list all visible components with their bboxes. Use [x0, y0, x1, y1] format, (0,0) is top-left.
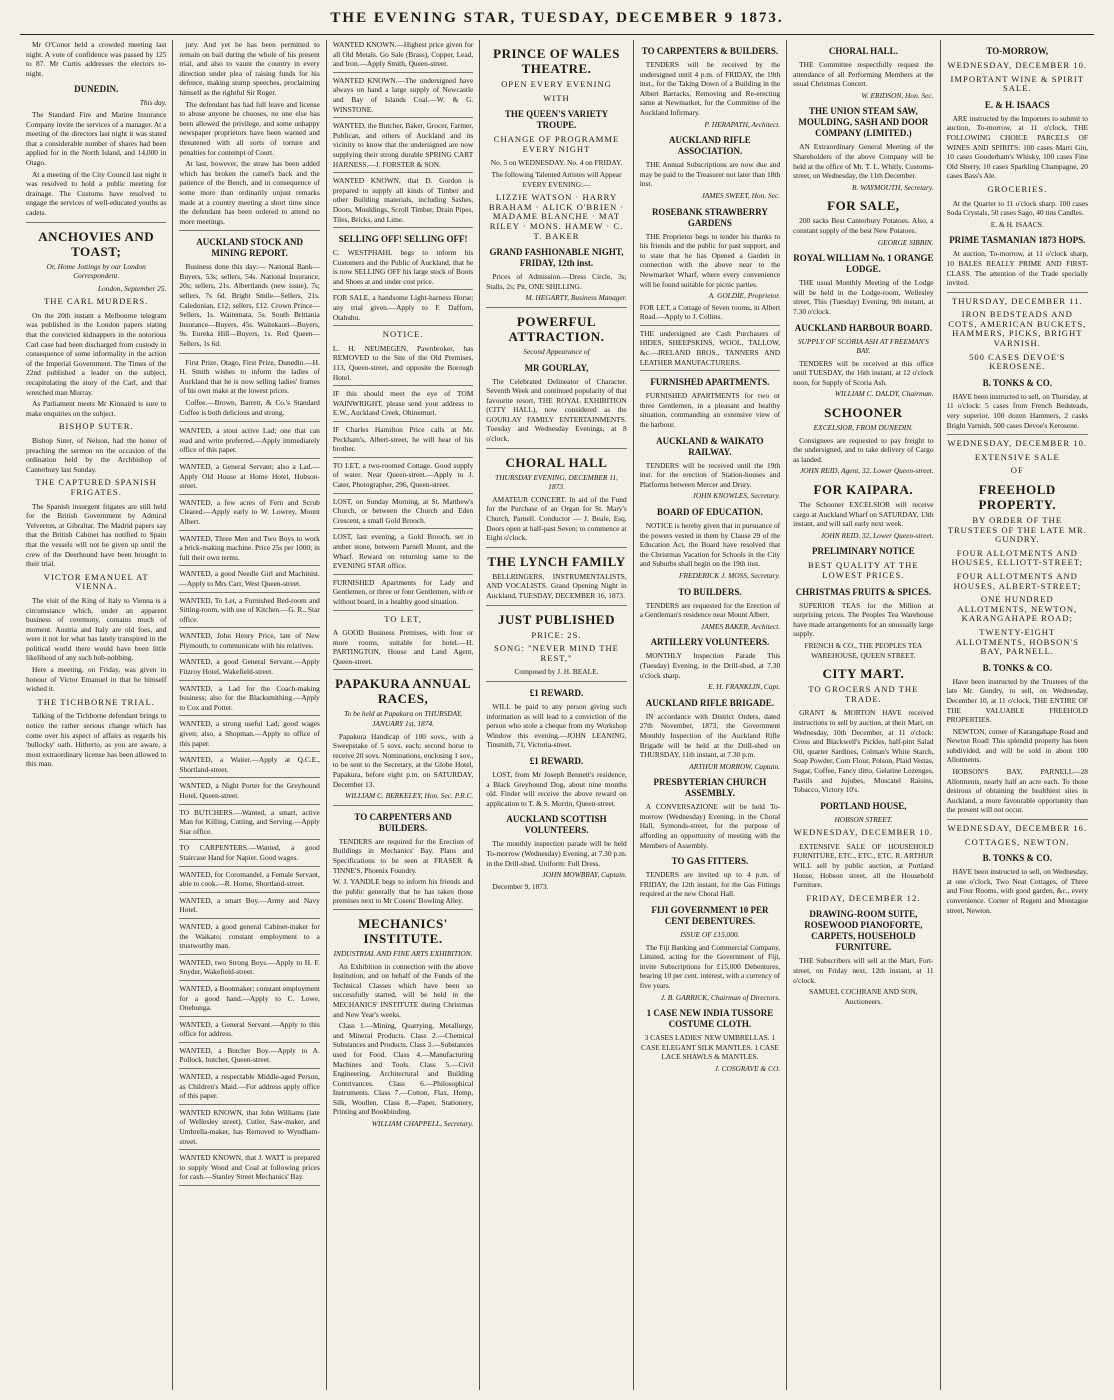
heading-prince-of-wales: PRINCE OF WALES THEATRE. — [493, 46, 620, 76]
article-paragraph: Bishop Suter, of Nelson, had the honor of preaching the sermon on the occasion of the ordination held by the Archbishop of Canterbury last Sunday. — [26, 436, 167, 474]
divider — [26, 222, 166, 223]
classified-ad: TO LET, a two-roomed Cottage. Good supply of water. Near Queen-street.—Apply to J. Cater, Photographer, 296, Queen-street. — [333, 461, 473, 494]
subheading: 500 CASES DEVOE'S KEROSENE. — [969, 351, 1066, 372]
classified-ad: THE undersigned are Cash Purchasers of HIDES, SHEEPSKINS, WOOL, TALLOW, &c.—IRELAND BROS., TANNERS AND LEATHER MANUFACTURERS. — [640, 329, 780, 371]
heading-for-sale: FOR SALE, — [827, 198, 900, 214]
heading-preliminary: PRELIMINARY NOTICE — [812, 546, 915, 557]
article-paragraph: THE Annual Subscriptions are now due and may be paid to the Treasurer not later than 18th inst. — [639, 160, 781, 189]
heading-reward: £1 REWARD. — [529, 755, 584, 766]
classified-ad: WANTED, a good Needle Girl and Machinist.—Apply to Mrs Carr, West Queen-street. — [179, 569, 319, 592]
heading-railway: AUCKLAND & WAIKATO RAILWAY. — [656, 435, 764, 457]
article-paragraph: TENDERS will be received until the 19th inst. for the erection of Station-houses and Platforms between Mercer and Drury. — [639, 460, 781, 489]
signature: M. HEGARTY, Business Manager. — [525, 293, 627, 303]
article-paragraph: On the 20th instant a Melbourne telegram was published in the London papers stating that the convicted kidnappers in the notorious Carl case had been discharged from custody in consequence of some informality in the action of the Imperial Government. The Times of the 22nd published a leader on the subject, recapitulating the story of the Carl, and that wretched man Murray. — [26, 310, 167, 397]
classified-ad: WANTED, a stout active Lad; one that can read and write preferred.—Apply immediately office of this paper. — [179, 426, 319, 459]
subheading: HOBSON STREET. — [834, 814, 893, 824]
classified-ad: TO BUTCHERS.—Wanted, a smart, active Man for Killing, Cutting, and Serving.—Apply Star office. — [179, 808, 319, 841]
column-6 — [787, 40, 940, 1390]
signature: E. & H. ISAACS. — [990, 219, 1044, 229]
sale-date: WEDNESDAY, DECEMBER 10. — [793, 827, 934, 838]
masthead-title: THE EVENING STAR, TUESDAY, DECEMBER 9 1873. — [330, 10, 784, 26]
section-heading: BISHOP SUTER. — [58, 421, 134, 432]
sale-date: WEDNESDAY, DECEMBER 10. — [947, 438, 1088, 449]
column-7 — [941, 40, 1094, 1390]
classified-ad: WANTED, To Let, a Furnished Bed-room and Sitting-room, with use of Kitchen.—G. R., Star office. — [179, 596, 319, 629]
heading-portland-house: PORTLAND HOUSE, — [820, 800, 907, 811]
heading-kaipara: FOR KAIPARA. — [813, 482, 914, 498]
article-paragraph: As Parliament meets Mr Kinnaird is sure to make enquiries on the subject. — [26, 399, 167, 418]
heading-union-steam: THE UNION STEAM SAW, MOULDING, SASH AND DOOR COMPANY (LIMITED.) — [798, 106, 929, 139]
article-paragraph: At the Quarter to 11 o'clock sharp. 100 cases Soda Crystals, 50 cases Sago, 40 tins Candles. — [946, 198, 1088, 218]
subheading: GROCERIES. — [987, 183, 1048, 194]
heading-stock-report: AUCKLAND STOCK AND MINING REPORT. — [196, 237, 304, 259]
article-paragraph: Consignees are requested to pay freight to the undersigned, and to take delivery of Cargo as landed. — [793, 435, 934, 464]
classified-ad: WANTED, a Lad for the Coach-making business; also for the Blacksmithing.—Apply to Cox and Potter. — [179, 684, 319, 717]
article-paragraph: THE Proprietor begs to tender his thanks to his friends and the public for past support, and to state that he has Opened a Garden in connection with the above near to the Newmarket Wharf, where every convenience will be found suitable for picnic parties. — [639, 231, 781, 289]
signature: FREDERICK J. MOSS, Secretary. — [679, 570, 781, 580]
article-paragraph: THE Committee respectfully request the attendance of all Performing Members at the usual Christmas Concert. — [793, 60, 934, 89]
heading-dunedin: DUNEDIN. — [74, 84, 119, 95]
subheading: EXTENSIVE SALE — [974, 451, 1060, 462]
subheading: THURSDAY EVENING, DECEMBER 11, 1873. — [495, 472, 618, 492]
heading-builders: TO BUILDERS. — [678, 586, 742, 597]
subheading: SUPPLY OF SCORIA ASH AT FREEMAN'S BAY. — [797, 336, 929, 356]
article-paragraph: At auction, To-morrow, at 11 o'clock sharp, 10 BALES REALLY PRIME AND FIRST-CLASS. The attention of the Trade specially invited. — [946, 249, 1088, 288]
article-lead: Mr O'Conor held a crowded meeting last night. A vote of confidence was passed by 125 to 87. Mr Curtis addresses the electors to-night. — [26, 40, 167, 78]
article-paragraph: First Prize, Otago, First Prize, Dunedin.—H. H. Smith wishes to inform the ladies of Auckland that he is now selling ladies' frames of his own make at the lowest prices. — [179, 357, 320, 396]
divider — [486, 307, 626, 308]
article-paragraph: A CONVERSAZIONE will be held To-morrow (Wednesday) Evening, in the Choral Hall, Symonds-street, for the purpose of affording an opportunity of meeting with the Members of Assembly. — [639, 802, 781, 850]
article-paragraph: 200 sacks Best Canterbury Potatoes. Also, a constant supply of the best New Potatoes. — [793, 216, 934, 235]
heading-drawing-room: DRAWING-ROOM SUITE, ROSEWOOD PIANOFORTE, CARPETS, HOUSEHOLD FURNITURE. — [804, 909, 923, 953]
artist-list: LIZZIE WATSON · HARRY BRAHAM · ALICK O'BRIEN · MADAME BLANCHE · MAT RILEY · MONS. HAMEW · C. T. BAKER — [488, 192, 625, 241]
classified-ad: WANTED KNOWN.—Highest price given for all Old Metals. Go Sale (Brass), Copper, Lead, and Iron.—Apply Smith, Queen-street. — [333, 40, 473, 73]
section-heading: TO LET, — [384, 613, 422, 624]
article-paragraph: An Exhibition in connection with the above Institution, and on behalf of the Funds of the Technical Classes which have been so successfully started, will be held in the MECHANICS' INSTITUTE during Christmas and New Year's weeks. — [332, 961, 474, 1019]
article-paragraph: AN Extraordinary General Meeting of the Shareholders of the above Company will be held at the office of Mr. T. L. Whitly, Customs-street, on Wednesday, the 11th December. — [793, 142, 934, 181]
heading-costume: 1 CASE NEW INDIA TUSSORE COSTUME CLOTH. — [646, 1008, 774, 1030]
signature: JAMES SWEET, Hon. Sec. — [701, 190, 781, 200]
theatre-troupe: THE QUEEN'S VARIETY TROUPE. — [504, 109, 609, 131]
article-paragraph: Here a meeting, on Friday, was given in honour of Victor Emanuel in that he himself wished it. — [26, 665, 167, 694]
article-paragraph: The monthly inspection parade will be held To-morrow (Wednesday) Evening, at 7.30 p.m. in the Drill-shed. Uniform: Full Dress. — [486, 839, 627, 868]
auctioneer-name: B. TONKS & CO. — [982, 853, 1052, 864]
article-paragraph: HAVE been instructed to sell, on Wednesday, at one o'clock, Two Neat Cottages, of Three and Four Rooms, with good garden, &c., every convenience. Corner of Regent and Montague street, Newton. — [946, 867, 1088, 915]
divider — [947, 819, 1088, 820]
subheading: IRON BEDSTEADS AND COTS, AMERICAN BUCKETS, HAMMERS, PICKS, BRIGHT VARNISH. — [948, 309, 1087, 349]
section-heading: THE CAPTURED SPANISH FRIGATES. — [35, 477, 157, 497]
classified-ad: WANTED, for Coromandel, a Female Servant, able to cook.—R. Horne, Shortland-street. — [179, 870, 319, 893]
heading-freehold-property: FREEHOLD PROPERTY. — [978, 482, 1057, 512]
column-5 — [634, 40, 787, 1390]
article-paragraph: AMATEUR CONCERT. In aid of the Fund for the Purchase of an Organ for St. Mary's Church, Parnell. Conductor — J. Beale, Esq. Doors open at half-past Seven; to commence at Eight o'clock. — [486, 494, 627, 543]
signature: E. H. FRANKLIN, Capt. — [708, 682, 781, 692]
classified-ad: IF Charles Hamilton Price calls at Mr. Peckham's, Albert-street, he will hear of his brother. — [333, 425, 473, 458]
classified-ad: W. J. YANDLE begs to inform his friends and the public generally that he has taken those premises next to Mr Cosens' Bowling Alley. — [333, 877, 473, 910]
heading-tasmanian-hops: PRIME TASMANIAN 1873 HOPS. — [949, 235, 1086, 246]
heading-harbour-board: AUCKLAND HARBOUR BOARD. — [794, 322, 932, 333]
theatre-line: No. 5 on WEDNESDAY. No. 4 on FRIDAY. — [490, 158, 623, 168]
subheading: OF — [1010, 465, 1024, 476]
article-paragraph: The Celebrated Delineator of Character. Seventh Week and continued popularity of that favourite resort, THE ROYAL EXHIBITION (CITY HALL), now considered as the GOURLAY FAMILY ENTERTAINMENTS. Tuesday and Wednesday Evenings, at 8 o'clock. — [486, 376, 627, 444]
theatre-line: CHANGE OF PROGRAMME EVERY NIGHT — [493, 134, 620, 154]
article-paragraph: ARE instructed by the Importers to submit to auction, To-morrow, at 11 o'clock, THE FOLLOWING CHOICE PARCELS OF WINES AND SPIRITS: 100 cases Marti Gin, 10 cases Gooderham's Whisky, 100 cases Fine Old Sherry, 10 cases Sparkling Champagne, 20 cases Bass's Ale. — [946, 113, 1088, 181]
heading-carpenters: TO CARPENTERS AND BUILDERS. — [354, 811, 452, 833]
columns — [20, 40, 1094, 1390]
article-paragraph: SUPERIOR TEAS for the Million at surprising prices. The Peoples Tea Warehouse have made arrangements for an unusually large supply. — [793, 600, 934, 639]
auctioneer-name: E. & H. ISAACS — [984, 99, 1050, 110]
classified-ad: WANTED, a Night Porter for the Greyhound Hotel, Queen-street. — [179, 781, 319, 804]
article-paragraph: Business done this day:— National Bank—Buyers, 53s; sellers, 54s. National Insurance, 20s; sellers, 21s. Albertlands (new issue), 7s; sellers, 7s 6d. Bright Smile—Sellers, 21s. Caledonian, £12; sellers, £12. Crown Prince—Sellers, 1s. Waitemata, 5s. South Brittania Insurance—Buyers, 45s. Waitekauri—Buyers, 9s. Eureka Hill—Buyers, 1s. Red Queen—Sellers, 1s 6d. — [179, 262, 320, 349]
section-heading: THE CARL MURDERS. — [44, 296, 149, 307]
article-paragraph: Papakura Handicap of 100 sovs., with a Sweepstake of 5 sovs. each; second horse to receive 20 sovs. Nominations, enclosing 1 sov., to be sent to the Secretary, at the Globe Hotel, Papakura, before eight p.m. on SATURDAY, December 13. — [332, 731, 474, 789]
article-paragraph: LOST, from Mr Joseph Bennett's residence, a Black Greyhound Dog, about nine months old. Finder will receive the above reward on application to T. & S. Morrin, Queen-street. — [486, 769, 627, 808]
signature: JOHN MOWBRAY, Captain. — [542, 870, 627, 880]
song-title: SONG: "NEVER MIND THE REST," — [494, 643, 619, 663]
price-line: PRICE: 2S. — [531, 629, 582, 640]
column-1 — [20, 40, 173, 1390]
article-paragraph: HOBSON'S BAY, PARNELL—28 Allotments, nearly half an acre each. To those desirous of obtaining the healthiest sites in Auckland, a more favourable opportunity than the present will not occur. — [946, 767, 1088, 815]
classified-ad: WANTED, the Butcher, Baker, Grocer, Farmer, Publican, and others of Auckland and its vicinity to know that the undersigned are now supplying their strong durable SPRING CART HARNESS.—J. FORSTER & SON. — [333, 121, 473, 173]
signature: JOHN KNOWLES, Secretary. — [692, 491, 781, 501]
heading-reward: £1 REWARD. — [529, 687, 584, 698]
article-paragraph: HAVE been instructed to sell, on Thursday, at 11 o'clock: 5 cases from French Bedsteads, very superior, 100 dozen Hammers, 2 casks Bright Varnish, 500 cases Devoe's Kerosene. — [946, 391, 1088, 430]
article-paragraph: The Schooner EXCELSIOR will receive cargo at Auckland Wharf on SATURDAY, 13th instant, and will sail early next week. — [793, 500, 934, 529]
signature: SAMUEL COCHRANE AND SON, Auctioneers. — [809, 987, 918, 1006]
signature: ARTHUR MORROW, Captain. — [689, 761, 781, 771]
lot-line: FOUR ALLOTMENTS AND HOUSES, ALBERT-STREET; — [953, 570, 1082, 591]
masthead-rule — [20, 34, 1094, 35]
signature: JOHN REID, Agent, 32, Lower Queen-street. — [799, 466, 934, 476]
heading-powerful-attraction: POWERFUL ATTRACTION. — [508, 313, 605, 344]
column-2 — [173, 40, 326, 1390]
classified-ad: WANTED, a Bootmaker; constant employment for a good hand.—Apply to C. Lowe, Onehunga. — [179, 984, 319, 1017]
divider — [333, 805, 473, 806]
heading-fiji: FIJI GOVERNMENT 10 PER CENT DEBENTURES. — [651, 905, 769, 927]
masthead — [0, 0, 1114, 36]
heading-schooner: SCHOONER — [824, 405, 903, 421]
classified-ad: WANTED KNOWN, that John Williams (late of Wellesley street), Cutler, Saw-maker, and Umbrella-maker, has Removed to Wyndham-street. — [179, 1108, 319, 1150]
heading-presbyterian: PRESBYTERIAN CHURCH ASSEMBLY. — [653, 777, 767, 799]
article-paragraph: EXTENSIVE SALE OF HOUSEHOLD FURNITURE, ETC., ETC., ETC. R. ARTHUR WILL sell by public auction, at Portland House, Hobson street, all the Household Furniture. — [793, 841, 934, 890]
signature: W. ERIDSON, Hon. Sec. — [861, 90, 934, 100]
subheading: IMPORTANT WINE & SPIRIT SALE. — [950, 73, 1084, 94]
article-paragraph: NOTICE is hereby given that in pursuance of the powers vested in them by Clause 29 of the Education Act, the Board have resolved that the Christmas Vacation for Schools in the City and Suburbs shall begin on the 19th inst. — [639, 521, 781, 569]
article-paragraph: NEWTON, corner of Karangahape Road and Newton Road: This splendid property has been subdivided, and will be sold in about 100 Allotments. — [946, 726, 1088, 765]
signature: J. COSGRAVE & CO. — [714, 1063, 781, 1073]
classified-ad: WANTED KNOWN, that D. Gordon is prepared to supply all kinds of Timber and other Building materials, including Sashes, Doors, Mouldings, Scroll Timber, Drain Pipes, Tiles, Bricks, and Lime. — [333, 176, 473, 228]
classified-ad: IF this should meet the eye of TOM WAINWRIGHT, please send your address to E.W., Auckland Creek, Ohinemuri. — [333, 389, 473, 422]
article-paragraph: IN accordance with District Orders, dated 27th November, 1873, the Government Monthly Inspection of the Auckland Rifle Brigade will be held at the Drill-shed on THURSDAY, 11th instant, at 7.30 p.m. — [639, 711, 781, 760]
article-paragraph: TENDERS are requested for the Erection of a Gentleman's residence near Mount Albert. — [639, 600, 781, 620]
signature: GEORGE SIBBIN. — [877, 237, 934, 247]
heading-rosebank: ROSEBANK STRAWBERRY GARDENS — [651, 206, 768, 228]
theatre-line: OPEN EVERY EVENING — [501, 79, 612, 89]
article-paragraph: 3 CASES LADIES' NEW UMBRELLAS. 1 CASE ELEGANT SILK MANTLES. 1 CASE LACE SHAWLS & MANTLES. — [641, 1033, 779, 1062]
subheading: EXCELSIOR, FROM DUNEDIN. — [813, 423, 914, 433]
subheading: BEST QUALITY AT THE LOWEST PRICES. — [808, 560, 919, 580]
classified-ad: A GOOD Business Premises, with four or more rooms, suitable for hotel.—H. PARTINGTON, House and Land Agent, Queen-street. — [333, 628, 473, 670]
classified-ad: WANTED, a strong useful Lad; good wages given; also, a Shopman.—Apply to office of this paper. — [179, 719, 319, 752]
divider — [947, 292, 1088, 293]
signature: R. WAYMOUTH, Secretary. — [852, 182, 934, 192]
lot-line: TWENTY-EIGHT ALLOTMENTS, HOBSON'S BAY, PARNELL. — [955, 626, 1079, 657]
heading-just-published: JUST PUBLISHED — [498, 611, 615, 627]
sale-date: THURSDAY, DECEMBER 11. — [952, 295, 1083, 306]
article-paragraph: Prices of Admission.—Dress Circle, 3s; Stalls, 2s; Pit, ONE SHILLING. — [486, 272, 627, 291]
section-heading: NOTICE. — [382, 329, 424, 340]
signature: J. B. GARRICK, Chairman of Directors. — [660, 992, 781, 1002]
article-paragraph: TENDERS will be received at this office until TUESDAY, the 16th instant, at 12 o'clock noon, for Supply of Scoria Ash. — [793, 358, 934, 387]
heading-rifle-brigade: AUCKLAND RIFLE BRIGADE. — [645, 697, 775, 708]
article-paragraph: TENDERS will be received by the undersigned until 4 p.m. of FRIDAY, the 19th inst., for the Taking Down of a Building in the Albert Barracks, Removing and Re-erecting same at Newmarket, for the Committee of the Auckland Infirmary. — [639, 60, 781, 117]
classified-ad: WANTED, a good general Cabinet-maker for the Waikato; constant employment to a trustworthy man. — [179, 922, 319, 955]
classified-ad: LOST, last evening, a Gold Brooch, set in amber stone, between Parnell Mount, and the Wharf. Reward on returning same to the EVENING STAR office. — [333, 532, 473, 574]
column-4 — [480, 40, 633, 1390]
dateline: December 9, 1873. — [492, 881, 549, 891]
section-heading: THE TICHBORNE TRIAL. — [37, 696, 155, 707]
theatre-line: The following Talented Artistes will Appear EVERY EVENING:— — [491, 169, 622, 189]
heading-carpenters: TO CARPENTERS & BUILDERS. — [641, 46, 779, 56]
article-paragraph: Have been instructed by the Trustees of the late Mr. Gundry, to sell, on Wednesday, December 10, at 11 o'clock, THE ENTIRE OF THE VALUABLE FREEHOLD PROPERTIES. — [946, 676, 1088, 725]
heading-mechanics-institute: MECHANICS' INSTITUTE. — [358, 915, 448, 946]
heading-city-mart: CITY MART. — [822, 666, 905, 682]
article-paragraph: At last, however, the straw has been added which has broken the camel's back and the patience of the Bench, and in consequence of some more than ordinarily unjust remarks made at a country meeting a short time since the defendant has been ordered to attend no more meetings. — [179, 159, 320, 226]
heading-anchovies: ANCHOVIES AND TOAST; — [38, 228, 155, 259]
signature: WILLIAM CHAPPELL, Secretary. — [371, 1119, 474, 1129]
article-paragraph: The defendant has had full leave and license to abuse anyone he chooses, no one else has been allowed the privilege, and some unhappy newspaper proprietors have been warned and threatened with all sorts of torture and penalties for contempt of Court. — [179, 99, 320, 157]
article-paragraph: TENDERS are invited up to 4 p.m. of FRIDAY, the 12th instant, for the Gas Fittings required at the new Choral Hall. — [639, 870, 781, 899]
theatre-line: GRAND FASHIONABLE NIGHT, FRIDAY, 12th inst. — [489, 247, 624, 269]
column-3 — [327, 40, 480, 1390]
signature: P. HERAPATH, Architect. — [704, 119, 781, 129]
heading-artillery: ARTILLERY VOLUNTEERS. — [650, 637, 770, 648]
heading-gas-fitters: TO GAS FITTERS. — [671, 856, 749, 867]
classified-ad: WANTED, a respectable Middle-aged Person, as Children's Maid.—For address apply office of this paper. — [179, 1072, 319, 1105]
divider — [486, 681, 626, 682]
divider — [179, 421, 319, 422]
article-paragraph: Talking of the Tichborne defendant brings to notice the rather serious change which has come over his aspect of affairs as regards his 'bullocky' oath. Hitherto, as you are aware, a most extraordinary license has been allowed to this man. — [26, 711, 167, 769]
classified-ad: LOST, on Sunday Morning, at St. Matthew's Church, or between the Church and Eden Crescent, a small Gold Brooch. — [333, 497, 473, 530]
heading-orange-lodge: ROYAL WILLIAM No. 1 ORANGE LODGE. — [793, 253, 934, 275]
classified-ad: WANTED, a General Servant.—Apply to this office for address. — [179, 1020, 319, 1043]
heading-furnished: FURNISHED APARTMENTS. — [650, 377, 770, 388]
subheading: Or, Home Jottings by our London Correspondent. — [46, 261, 146, 281]
article-paragraph: The visit of the King of Italy to Vienna is a circumstance which, under an apparent business of ceremony, contains much of moment. Austria and Italy are old foes, and were it not for what has lately transpired in the political world there would have been little likelihood of any such hob-nobbing. — [26, 595, 167, 663]
article-paragraph: BELLRINGERS, INSTRUMENTALISTS, AND VOCALISTS. Grand Opening Night in Auckland, TUESDAY, DECEMBER 16, 1873. — [486, 571, 627, 600]
heading-choral: CHORAL HALL. — [828, 46, 898, 56]
divider — [486, 605, 626, 606]
subheading: TO GROCERS AND THE TRADE. — [808, 684, 919, 704]
classified-ad: TO CARPENTERS.—Wanted, a good Staircase Hand for Napier. Good wages. — [179, 843, 319, 866]
subheading: To be held at Papakura on THURSDAY, JANUARY 1st, 1874. — [344, 709, 463, 729]
auctioneer-name: B. TONKS & CO. — [982, 377, 1052, 388]
signature: JAMES BAKER, Architect. — [700, 621, 781, 631]
article-paragraph: THE Subscribers will sell at the Mart, Fort-street, on Friday next, 12th instant, at 11 o'clock. — [793, 956, 934, 985]
article-paragraph: FURNISHED APARTMENTS for two or three Gentlemen, in a pleasant and healthy situation, commanding an extensive view of the harbour. — [639, 391, 781, 430]
classified-ad: FURNISHED Apartments for Lady and Gentlemen, or three or four Gentlemen, with or without board, in a healthy good situation. — [333, 578, 473, 611]
heading-papakura: PAPAKURA ANNUAL RACES, — [335, 676, 472, 707]
subheading: COTTAGES, NEWTON. — [964, 836, 1070, 847]
classified-ad: WANTED, a Waiter.—Apply at Q.C.E., Shortland-street. — [179, 755, 319, 778]
article-paragraph: The Spanish insurgent frigates are still held for the British Government by Admiral Yelverton, at Gibraltar. The Madrid papers say that the British Cabinet has notified to Spain that the vessels will not be given up until the crew of the Deerhound have been brought to their trial. — [26, 501, 167, 569]
classified-ad: WANTED KNOWN.—The undersigned have always on hand a large supply of Newcastle and Bay of Islands Coal.—W. & G. WINSTONE. — [333, 76, 473, 118]
heading-scottish-volunteers: AUCKLAND SCOTTISH VOLUNTEERS. — [506, 814, 607, 836]
classified-ad: FOR LET, a Cottage of Seven rooms, in Albert Road.—Apply to J. Collins. — [640, 303, 780, 326]
classified-ad: WANTED, a smart Boy.—Army and Navy Hotel. — [179, 896, 319, 919]
signature: FRENCH & CO., THE PEOPLES TEA WAREHOUSE, QUEEN STREET. — [804, 640, 923, 660]
classified-ad: WANTED, Three Men and Two Boys to work a brick-making machine. Price 25s per 1000; in full their own terms. — [179, 534, 319, 567]
article-paragraph: Coffee.—Brown, Barrett, & Co.'s Standard Coffee is both delicious and strong. — [179, 398, 320, 417]
heading-selling-off: SELLING OFF! SELLING OFF! — [338, 234, 468, 245]
classified-ad: WANTED KNOWN, that J. WATT is prepared to supply Wood and Coal at following prices for cash.—Stanley Street Mechanics' Bay. — [179, 1153, 319, 1186]
classified-ad: WANTED, John Henry Price, late of New Plymouth, to communicate with his relatives. — [179, 631, 319, 654]
classified-ad: WANTED, a good General Servant.—Apply Fitzroy Hotel, Wakefield-street. — [179, 657, 319, 680]
sale-date: WEDNESDAY, DECEMBER 10. — [947, 60, 1088, 70]
auctioneer-name: B. TONKS & CO. — [982, 662, 1052, 673]
heading-tomorrow: TO-MORROW, — [986, 46, 1049, 56]
article-paragraph: THE usual Monthly Meeting of the Lodge will be held in the Lodge-room, Wellesley street, This (Tuesday) Evening, 9th instant, at 7.30 o'clock. — [793, 278, 934, 316]
divider — [179, 353, 319, 354]
dateline: This day. — [139, 98, 167, 108]
article-paragraph: WILL be paid to any person giving such information as will lead to a conviction of the person who stole a cheque from my Workshop Window this evening.—JOHN LEANING, Tinsmith, 71, Victoria-street. — [486, 701, 627, 750]
classified-ad: FOR SALE, a handsome Light-harness Horse; any trial given.—Apply to F. Dafforn, Otahuhu. — [333, 293, 473, 326]
heading-choral-hall: CHORAL HALL — [505, 454, 608, 470]
sale-date: FRIDAY, DECEMBER 12. — [806, 892, 921, 903]
performer-name: MR GOURLAY, — [524, 362, 589, 373]
order-line: BY ORDER OF THE TRUSTEES OF THE LATE MR. GUNDRY. — [947, 515, 1087, 545]
article-paragraph: TENDERS are required for the Erection of Buildings in Mechanics' Bay. Plans and Specifications to be seen at FRASER & TINNE'S, Phoenix Foundry. — [332, 836, 474, 875]
article-paragraph: The Standard Fire and Marine Insurance Company invite the services of a manager. At a meeting of the directors last night it was stated that a considerable number of shares had been applied for in the North Island, and 14,000 in Otago. — [26, 109, 167, 167]
classified-ad: WANTED, a few acres of Fern and Scrub Cleared.—Apply early to W. Lowrey, Mount Albert. — [179, 498, 319, 531]
classified-ad: WANTED, a Butcher Boy.—Apply to A. Pollock, butcher, Queen-street. — [179, 1046, 319, 1069]
divider — [486, 448, 626, 449]
heading-rifle-association: AUCKLAND RIFLE ASSOCIATION. — [669, 135, 751, 157]
heading-christmas-fruits: CHRISTMAS FRUITS & SPICES. — [795, 586, 932, 597]
signature: WILLIAM C. BERKELEY, Hon. Sec. P.R.C. — [345, 791, 474, 801]
lot-line: ONE HUNDRED ALLOTMENTS, NEWTON, KARANGAHAPE ROAD; — [957, 594, 1078, 624]
subheading: Second Appearance of — [523, 346, 590, 356]
classified-ad: WANTED, a General Servant; also a Lad.—Apply Old House at Home Hotel, Hobson-street. — [179, 462, 319, 495]
subheading: INDUSTRIAL AND FINE ARTS EXHIBITION. — [333, 948, 473, 958]
article-paragraph: At a meeting of the City Council last night it was resolved to hold a public meeting for drainage. The Customs have resolved to engage the services of well-educated youths as cadets. — [26, 169, 167, 217]
signature: WILLIAM C. DALDY, Chairman. — [834, 389, 934, 399]
article-paragraph: MONTHLY Inspection Parade This (Tuesday) Evening, in the Drill-shed, at 7.30 o'clock sharp. — [639, 651, 781, 680]
lot-line: FOUR ALLOTMENTS AND HOUSES, ELLIOTT-STREET; — [951, 547, 1084, 568]
subheading: ISSUE OF £15,000. — [680, 930, 740, 940]
heading-education: BOARD OF EDUCATION. — [657, 507, 763, 517]
article-paragraph: Class 1.—Mining, Quarrying, Metallurgy, and Mineral Products. Class 2.—Chemical Substances and Products. Class 3.—Substances used for Food. Class 4.—Manufacturing Machines and Tools. Class 5.—Civil Engineering, Architectural and Building Contrivances. Class 6.—Philosophical Instruments. Class 7.—Cotton, Flax, Hemp, Silk, Woollen. Class 8.—Paper, Stationery, Printing and Bookbinding. — [332, 1021, 474, 1117]
section-heading: VICTOR EMANUEL AT VIENNA. — [43, 571, 149, 592]
classified-ad: WANTED, two Strong Boys.—Apply to H. F. Snyder, Wakefield-street. — [179, 958, 319, 981]
theatre-line: WITH — [543, 92, 570, 103]
divider — [486, 547, 626, 548]
signature: JOHN REID, 32, Lower Queen-street. — [820, 530, 934, 540]
signature: A. GOLDIE, Proprietor. — [708, 291, 781, 301]
article-paragraph: GRANT & MORTON HAVE received instructions to sell by auction, at their Mart, on Wednesday, 10th December, at 11 o'clock: Cross and Blackwell's Pickles, half-pint Salad Oil, quarter Sardines, Colman's White Starch, Soap Powder, Corn Flour, Polson, Plaid Vestas, Sugar, Coffee, Fancy ditto, Gelatine Lozenges, Pastils and Jujubes, Muscatel Raisins, Tobacco, Victory 10's. — [793, 708, 934, 795]
dateline: London, September 25. — [97, 283, 167, 293]
sale-date: WEDNESDAY, DECEMBER 16. — [947, 823, 1088, 834]
classified-ad: C. WESTPHAHL begs to inform his Customers and the Public of Auckland, that he is now SELLING OFF his large stock of Boots and Shoes at and under cost price. — [333, 248, 473, 290]
heading-lynch-family: THE LYNCH FAMILY — [487, 553, 626, 569]
article-paragraph: jury. And yet he has been permitted to remain on bail during the whole of his present trial, and also to vaunt the country in every direction under plea of raising funds for his defence, making stump speeches, proclaiming himself as the rightful Sir Roger. — [179, 40, 320, 97]
composer-line: Composed by J. H. BEALE. — [514, 667, 599, 677]
classified-ad: L. H. NEUMEGEN, Pawnbroker, has REMOVED to the Site of the Old Premises, 113, Queen-street, and opposite the Borough Hotel. — [333, 344, 473, 386]
divider — [179, 230, 319, 231]
divider — [947, 434, 1088, 435]
article-paragraph: The Fiji Banking and Commercial Company, Limited, acting for the Government of Fiji, invite Subscriptions for £15,000 Debentures, bearing 10 per cent. interest, with a currency of five years. — [639, 942, 781, 990]
